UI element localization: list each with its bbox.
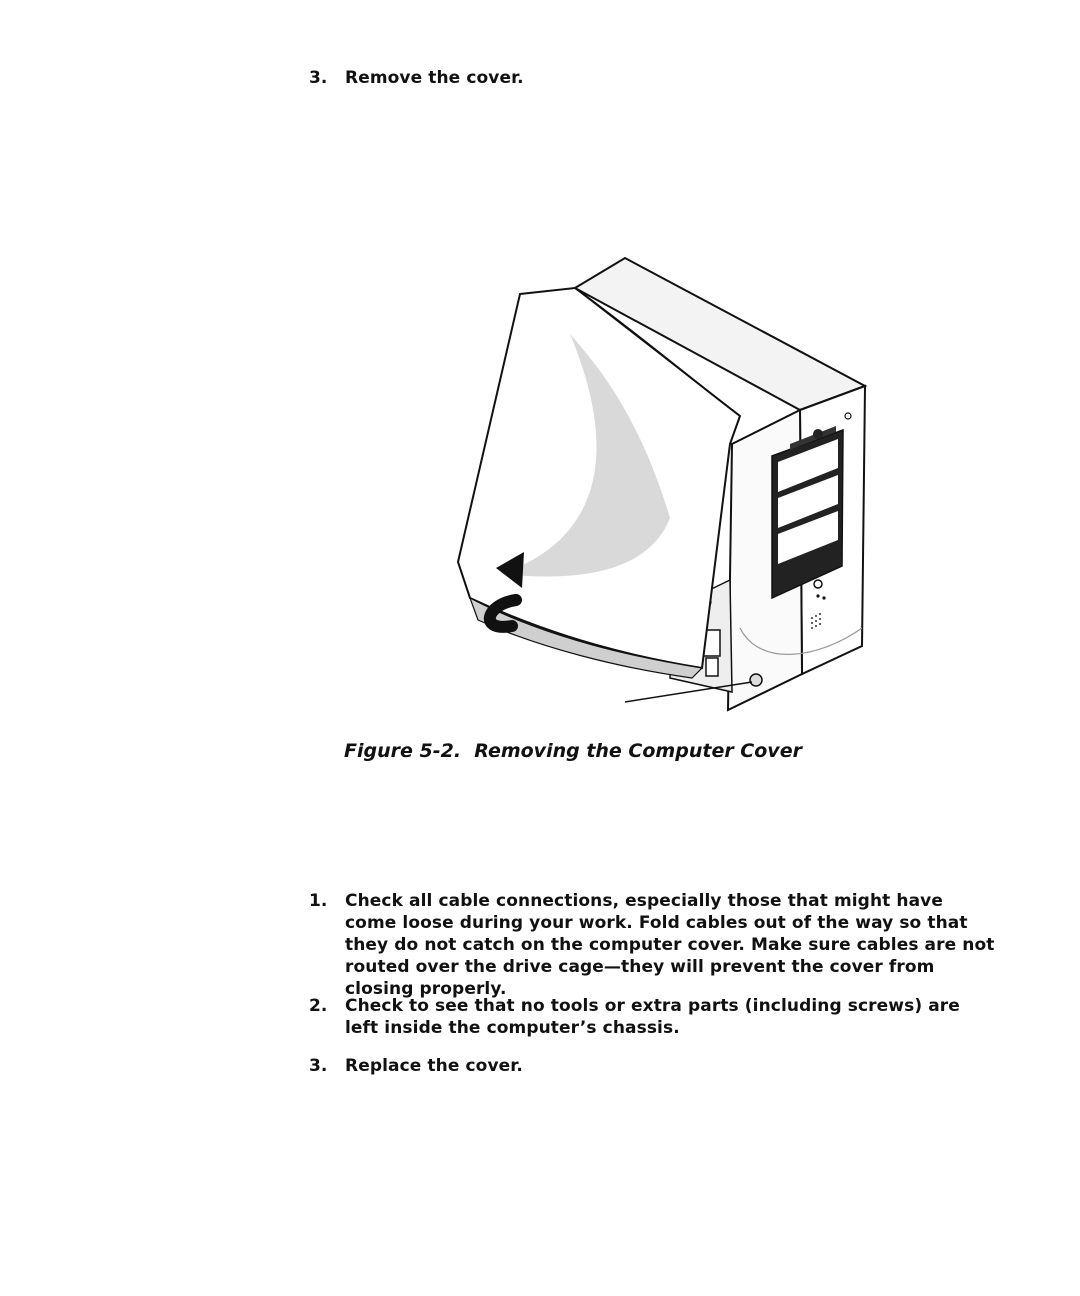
step-text: Check to see that no tools or extra parts (including screws) are left inside the computer’s chassis. bbox=[345, 996, 960, 1038]
replacement-step-1 bbox=[309, 890, 999, 1000]
step-text: Replace the cover. bbox=[345, 1056, 523, 1076]
replacement-step-2 bbox=[309, 995, 999, 1039]
replacement-step-3 bbox=[309, 1055, 999, 1077]
computer-cover-removal-illustration bbox=[440, 248, 880, 718]
removal-step-3 bbox=[309, 67, 999, 89]
step-text: Check all cable connections, especially those that might have come loose during your work. Fold cables out of the way so that they do not catch on the computer cover. Make sure cables are not routed over the drive cage—they will prevent the cover from closing properly. bbox=[345, 891, 995, 999]
figure-caption: Figure 5-2. Removing the Computer Cover bbox=[344, 740, 802, 762]
step-text: Remove the cover. bbox=[345, 68, 524, 88]
step-number: 3. bbox=[309, 68, 328, 88]
step-number: 2. bbox=[309, 996, 328, 1016]
step-number: 1. bbox=[309, 891, 328, 911]
step-number: 3. bbox=[309, 1056, 328, 1076]
